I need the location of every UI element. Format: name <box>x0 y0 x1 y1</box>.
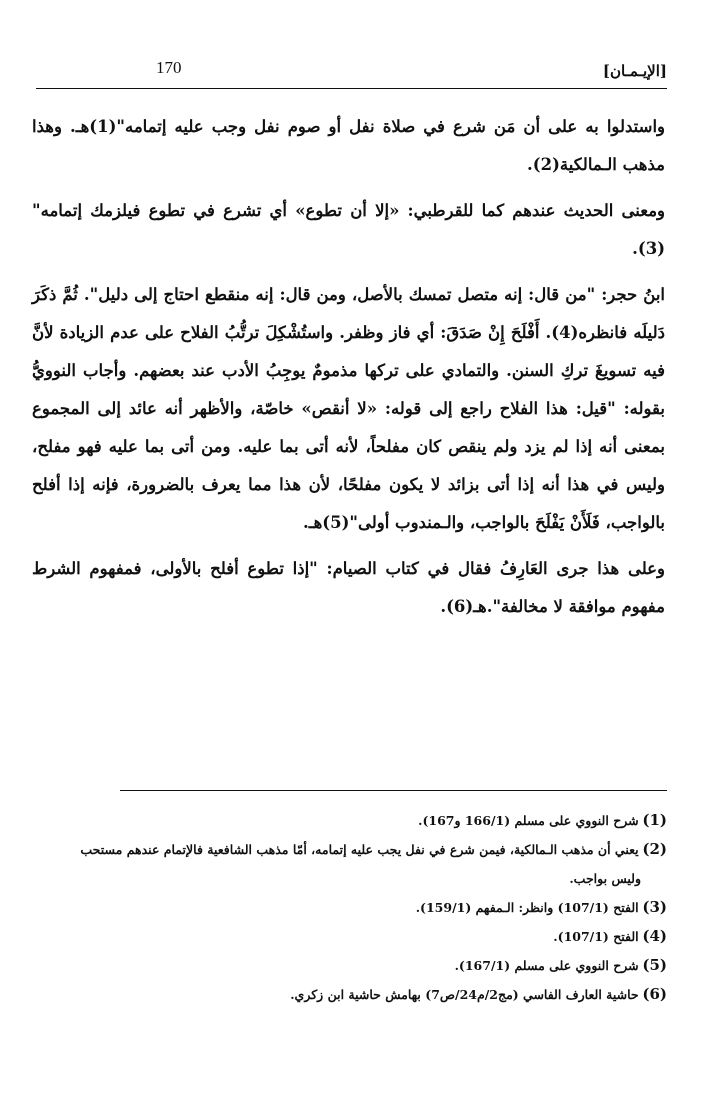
footnote-text: شرح النووي على مسلم (166/1 و167). <box>418 813 639 828</box>
page-number: 170 <box>156 58 182 77</box>
footnote-4 <box>38 922 667 951</box>
paragraph-4: وعلى هذا جرى العَارِفُ فقال في كتاب الصيام: "إذا تطوع أفلح بالأولى، فمفهوم الشرط مفهوم موافقة لا مخالفة".هـ(6). <box>32 559 665 616</box>
footnote-number: (3) <box>642 898 667 916</box>
page-header <box>36 58 667 92</box>
header-rule <box>36 88 667 89</box>
footnote-text: الفتح (107/1). <box>553 929 639 944</box>
footnote-text: الفتح (107/1) وانظر: الـمفهم (159/1). <box>415 900 639 915</box>
footnote-2 <box>38 835 667 864</box>
footnote-3 <box>38 893 667 922</box>
main-text <box>32 108 665 634</box>
footnote-number: (2) <box>642 840 667 858</box>
footnote-number: (6) <box>642 985 667 1003</box>
footnotes <box>38 806 667 1009</box>
footnote-rule <box>120 790 667 791</box>
footnote-number: (4) <box>642 927 667 945</box>
footnote-6 <box>38 980 667 1009</box>
running-head: [الإيـمـان] <box>602 62 667 80</box>
footnote-text: يعني أن مذهب الـمالكية، فيمن شرع في نفل يجب عليه إتمامه، أمّا مذهب الشافعية فالإتمام عندهم مستحب <box>80 842 639 857</box>
paragraph-2: ومعنى الحديث عندهم كما للقرطبي: «إلا أن تطوع» أي تشرع في تطوع فيلزمك إتمامه"(3). <box>32 201 665 258</box>
footnote-text: حاشية العارف الفاسي (مج2/م24/ص7) بهامش حاشية ابن زكري. <box>290 987 639 1002</box>
footnote-1 <box>38 806 667 835</box>
footnote-number: (1) <box>642 811 667 829</box>
footnote-text: شرح النووي على مسلم (167/1). <box>454 958 639 973</box>
footnote-5 <box>38 951 667 980</box>
footnote-2-continuation: وليس بواجب. <box>569 871 641 886</box>
paragraph-3: ابنُ حجر: "من قال: إنه متصل تمسك بالأصل، ومن قال: إنه منقطع احتاج إلى دليل". ثُمَّ ذكَرَ دَليلَه فانظره(4). أَفْلَحَ إِنْ صَدَقَ: أي فاز وظفر. واستُشْكِلَ ترتُّبُ الفلاح على عدم الزيادة لأنَّ فيه تسويغَ تركِ السنن. والتمادي على تركها مذمومٌ يوجِبُ الأدب عند بعضهم. وأجاب النوويُّ بقوله: "قيل: هذا الفلاح راجع إلى قوله: «لا أنقص» خاصّة، والأظهر أنه عائد إلى المجموع بمعنى أنه إذا لم يزد ولم ينقص كان مفلحاً، لأنه أتى بما عليه. ومن أتى بما عليه فهو مفلح، وليس في هذا أنه إذا أتى بزائد لا يكون مفلحًا، لأن هذا مما يعرف بالضرورة، فإنه إذا أفلح بالواجب، فَلَأَنْ يَفْلَحَ بالواجب، والـمندوب أولى"(5)هـ. <box>32 285 665 532</box>
footnote-number: (5) <box>642 956 667 974</box>
paragraph-1: واستدلوا به على أن مَن شرع في صلاة نفل أو صوم نفل وجب عليه إتمامه"(1)هـ. وهذا مذهب الـمالكية(2). <box>32 117 665 174</box>
